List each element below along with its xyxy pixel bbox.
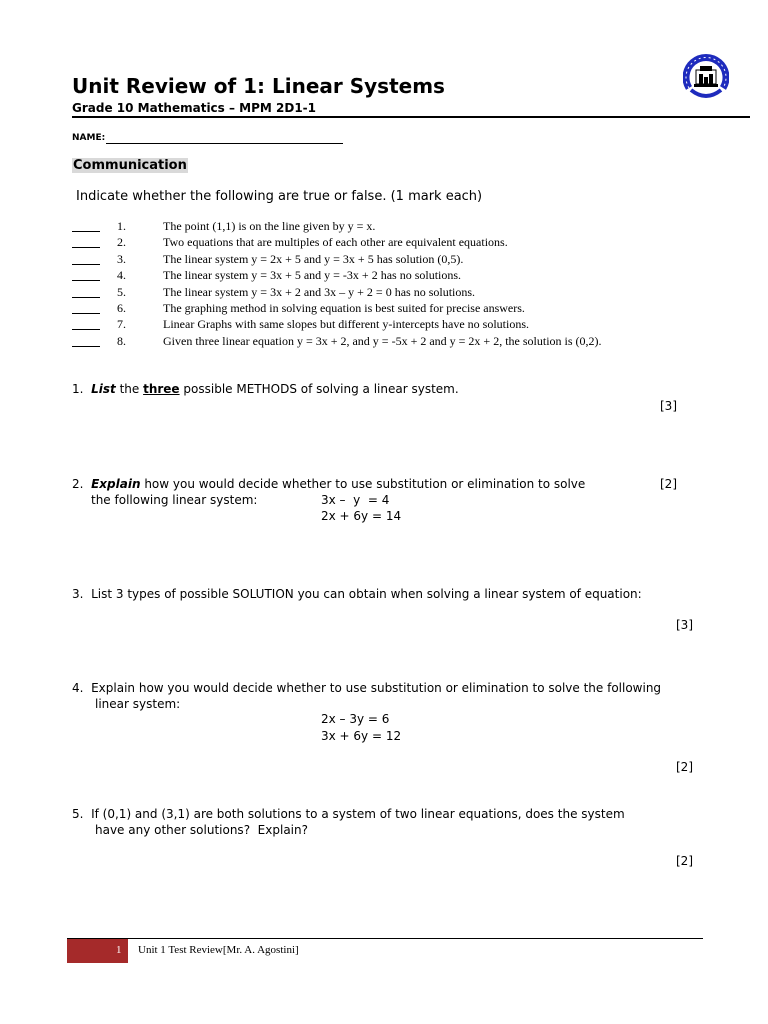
item-text: The linear system y = 3x + 5 and y = -3x + 2 has no solutions. [163,268,462,283]
question-2 [72,477,585,491]
question-verb: List [91,382,116,396]
equation: 2x – 3y = 6 [321,712,390,726]
question-emphasis: three [143,382,180,396]
item-number: 3. [117,251,126,266]
equation: 2x + 6y = 14 [321,509,402,523]
page-subtitle: Grade 10 Mathematics – MPM 2D1-1 [72,101,317,115]
answer-blank[interactable] [72,297,100,298]
answer-blank[interactable] [72,231,100,232]
item-number: 4. [117,268,126,283]
item-number: 1. [117,219,126,233]
list-item [72,252,712,268]
question-text: the [119,382,140,396]
item-text: The linear system y = 2x + 5 and y = 3x + 5 has solution (0,5). [163,251,464,266]
header-rule [72,116,750,118]
list-item [72,317,712,333]
question-number: 3. [72,587,84,601]
name-label: NAME: [72,133,106,143]
list-item [72,268,712,284]
list-item [72,235,712,251]
mark-value: [3] [676,618,693,632]
question-number: 1. [72,382,84,396]
mark-value: [3] [660,399,677,413]
true-false-list [72,219,712,350]
list-item [72,334,712,350]
list-item [72,301,712,317]
mark-value: [2] [660,477,677,491]
question-text: linear system: [95,697,181,711]
question-text: have any other solutions? Explain? [95,823,308,837]
question-text: how you would decide whether to use substitution or elimination to solve [144,477,586,491]
equation: 3x + 6y = 12 [321,729,402,743]
list-item [72,219,712,235]
footer-text: Unit 1 Test Review[Mr. A. Agostini] [138,944,299,956]
mark-value: [2] [676,854,693,868]
answer-blank[interactable] [72,346,100,347]
answer-blank[interactable] [72,280,100,281]
answer-blank[interactable] [72,313,100,314]
question-number: 5. [72,807,84,821]
instruction-text: Indicate whether the following are true or false. (1 mark each) [76,189,483,204]
item-number: 8. [117,333,126,348]
name-field[interactable] [106,143,343,144]
answer-blank[interactable] [72,329,100,330]
question-4 [72,681,661,695]
section-title: Communication [73,158,187,173]
item-text: The linear system y = 3x + 2 and 3x – y + 2 = 0 has no solutions. [163,284,476,299]
mark-value: [2] [676,760,693,774]
question-3 [72,587,642,601]
answer-blank[interactable] [72,264,100,265]
item-number: 5. [117,284,126,299]
question-1 [72,382,459,396]
question-text: List 3 types of possible SOLUTION you can obtain when solving a linear system of equation: [91,587,642,601]
question-text: Explain how you would decide whether to use substitution or elimination to solve the following [91,681,662,695]
item-number: 2. [117,235,126,250]
footer-rule [67,938,703,939]
answer-blank[interactable] [72,247,100,248]
question-text: the following linear system: [91,493,258,507]
item-text: Given three linear equation y = 3x + 2, and y = -5x + 2 and y = 2x + 2, the solution is (0,2). [163,333,602,348]
page-number: 1 [116,944,122,956]
item-text: Two equations that are multiples of each other are equivalent equations. [163,235,508,250]
item-text: The graphing method in solving equation is best suited for precise answers. [163,300,525,315]
item-number: 7. [117,317,126,332]
question-number: 2. [72,477,84,491]
equation: 3x – y = 4 [321,493,390,507]
school-logo-icon [683,44,729,104]
question-number: 4. [72,681,84,695]
page-title: Unit Review of 1: Linear Systems [72,74,445,98]
question-text: possible METHODS of solving a linear system. [183,382,459,396]
item-text: The point (1,1) is on the line given by y = x. [163,219,376,233]
item-text: Linear Graphs with same slopes but different y-intercepts have no solutions. [163,317,530,332]
question-text: If (0,1) and (3,1) are both solutions to a system of two linear equations, does the system [91,807,625,821]
list-item [72,285,712,301]
item-number: 6. [117,300,126,315]
question-verb: Explain [91,477,141,491]
question-5 [72,807,625,821]
